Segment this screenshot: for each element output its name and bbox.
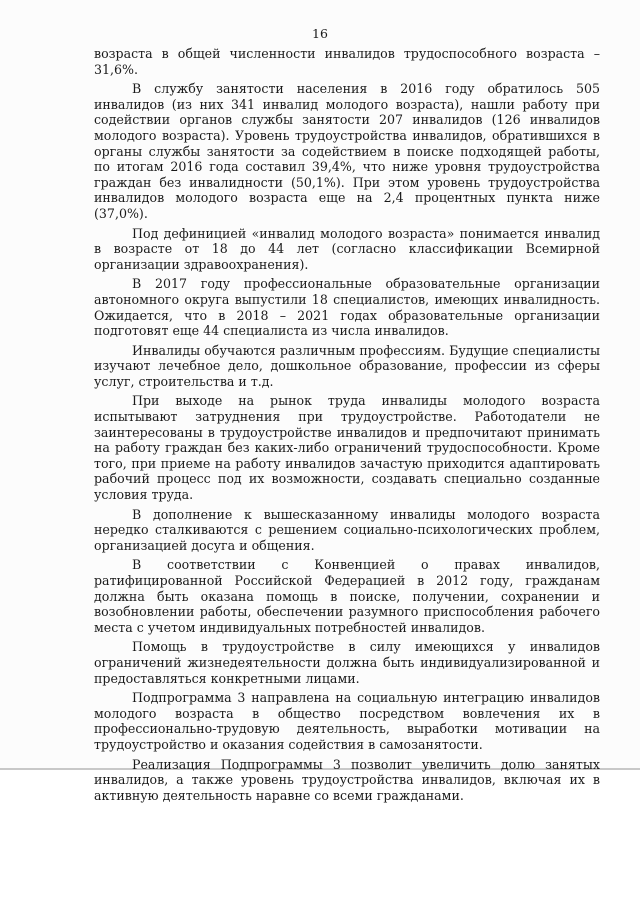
paragraph-11: Реализация Подпрограммы 3 позволит увеличить долю занятых инвалидов, а также уровень трудоустройства инвалидов, включая их в активную деятельность наравне со всеми гражданами. bbox=[94, 756, 600, 803]
paragraph-8: В соответствии с Конвенцией о правах инвалидов, ратифицированной Российской Федерацией в 2012 году, гражданам должна быть оказана помощь в поиске, получении, сохранении и возобновлении работы, обеспечении разумного приспособления рабочего места с учетом индивидуальных потребностей инвалидов. bbox=[94, 557, 600, 635]
paragraph-9: Помощь в трудоустройстве в силу имеющихся у инвалидов ограничений жизнедеятельности должна быть индивидуализированной и предоставляться конкретными лицами. bbox=[94, 639, 600, 686]
paragraph-3: Под дефиницией «инвалид молодого возраста» понимается инвалид в возрасте от 18 до 44 лет (согласно классификации Всемирной организации здравоохранения). bbox=[94, 225, 600, 272]
paragraph-1: возраста в общей численности инвалидов трудоспособного возраста – 31,6%. bbox=[94, 46, 600, 77]
paragraph-2: В службу занятости населения в 2016 году обратилось 505 инвалидов (из них 341 инвалид молодого возраста), нашли работу при содействии органов службы занятости 207 инвалидов (126 инвалидов молодого возраста). Уровень трудоустройства инвалидов, обратившихся в органы службы занятости за содействием в поиске подходящей работы, по итогам 2016 года составил 39,4%, что ниже уровня трудоустройства граждан без инвалидности (50,1%). При этом уровень трудоустройства инвалидов молодого возраста еще на 2,4 процентных пункта ниже (37,0%). bbox=[94, 81, 600, 221]
paragraph-7: В дополнение к вышесказанному инвалиды молодого возраста нередко сталкиваются с решением социально-психологических проблем, организацией досуга и общения. bbox=[94, 506, 600, 553]
paragraph-10: Подпрограмма 3 направлена на социальную интеграцию инвалидов молодого возраста в общество посредством вовлечения их в профессионально-трудовую деятельность, выработки мотивации на трудоустройство и оказания содействия в самозанятости. bbox=[94, 690, 600, 752]
paragraph-5: Инвалиды обучаются различным профессиям. Будущие специалисты изучают лечебное дело, дошкольное образование, профессии из сферы услуг, строительства и т.д. bbox=[94, 342, 600, 389]
page-number: 16 bbox=[312, 26, 328, 41]
document-body bbox=[94, 46, 600, 803]
paragraph-6: При выходе на рынок труда инвалиды молодого возраста испытывают затруднения при трудоустройстве. Работодатели не заинтересованы в трудоустройстве инвалидов и предпочитают принимать на работу граждан без каких-либо ограничений трудоспособности. Кроме того, при приеме на работу инвалидов зачастую приходится адаптировать рабочий процесс под их возможности, создавать специально созданные условия труда. bbox=[94, 393, 600, 503]
paragraph-4: В 2017 году профессиональные образовательные организации автономного округа выпустили 18 специалистов, имеющих инвалидность. Ожидается, что в 2018 – 2021 годах образовательные организации подготовят еще 44 специалиста из числа инвалидов. bbox=[94, 276, 600, 339]
